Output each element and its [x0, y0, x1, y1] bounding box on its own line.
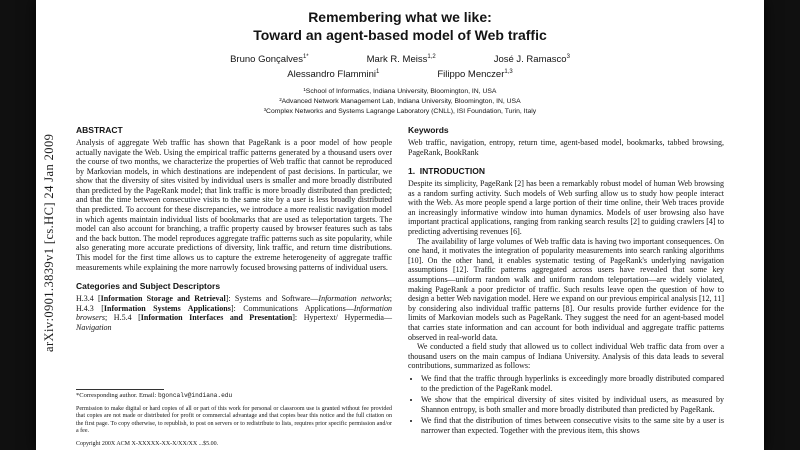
- categories-heading: Categories and Subject Descriptors: [76, 281, 221, 292]
- author-name-text: José J. Ramasco: [493, 54, 567, 66]
- author-name: [494, 54, 570, 65]
- page-footer-block: [76, 389, 392, 450]
- categories-segment: ]: Hypertext/ Hypermedia—: [292, 313, 392, 323]
- categories-segment: ]: Systems and Software—: [225, 294, 319, 304]
- contributions-list: [410, 374, 724, 436]
- paper-page: [36, 0, 764, 450]
- introduction-heading: 1. INTRODUCTION: [408, 166, 485, 177]
- author-name-text: Mark R. Meiss: [366, 54, 428, 66]
- paper-title-line1: Remembering what we like:: [308, 9, 492, 25]
- contribution-item: • We find that the traffic through hyperlinks is exceedingly more broadly distributed compared to the prediction of the PageRank model.: [421, 374, 724, 393]
- copyright-line: Copyright 200X ACM X-XXXXX-XX-X/XX/XX ...$5.00.: [76, 440, 219, 447]
- categories-segment: Information Interfaces and Presentation: [140, 313, 293, 323]
- left-column: [76, 125, 392, 450]
- author-superscript: 1*: [302, 54, 309, 61]
- two-column-body: [36, 125, 764, 450]
- author-row-2: [36, 69, 764, 80]
- contribution-item: • We show that the empirical diversity of sites visited by individual users, as measured by Shannon entropy, is both smaller and more broadly distributed than predicted by PageRank.: [421, 395, 724, 414]
- author-name-text: Alessandro Flammini: [287, 69, 376, 81]
- corresponding-author-footnote: [76, 392, 392, 399]
- affiliation-line: ³Complex Networks and Systems Lagrange Laboratory (CNLL), ISI Foundation, Turin, Italy: [263, 108, 537, 116]
- keywords-text: Web traffic, navigation, entropy, return time, agent-based model, bookmarks, tabbed browsing, PageRank, BookRank: [408, 137, 724, 157]
- author-name-text: Filippo Menczer: [437, 69, 505, 81]
- abstract-heading: ABSTRACT: [76, 124, 123, 135]
- author-name: [367, 54, 436, 65]
- permission-notice: Permission to make digital or hard copies of all or part of this work for personal or classroom use is granted without fee provided that copies are not made or distributed for profit or commercial advantage and that copies bear this notice and the full citation on the first page. To copy otherwise, to republish, to post on servers or to redistribute to lists, requires prior specific permission and/or a fee.: [76, 406, 392, 434]
- categories-segment: ; H.5.4 [: [105, 313, 141, 323]
- keywords-heading: Keywords: [408, 124, 449, 135]
- intro-paragraph-2: The availability of large volumes of Web traffic data is having two important consequences. On one hand, it motivates the integration of popularity measurements into search ranking algorithms [10]. On the other hand, it enables systematic testing of PageRank's underlying navigation assumptions [12]. Traffic patterns aggregated across users have revealed that some key assumptions—uniform random walk and uniform random teleportation—are widely violated, making PageRank a poor predictor of traffic. Such results leave open the question of how to design a better Web navigation model. Here we expand on our previous empirical analysis [12, 11] by considering also individual traffic patterns [8]. Our results provide further evidence for the limits of Markovian models such as PageRank. They suggest the need for an agent-based model that carries state information and can account for both individual and aggregate traffic patterns observed in real-world data.: [408, 236, 724, 342]
- paper-title-line2: Toward an agent-based model of Web traffic: [253, 27, 547, 44]
- affiliations-block: [36, 87, 764, 117]
- author-superscript: 1,2: [427, 54, 436, 61]
- paper-title: [36, 8, 764, 44]
- intro-paragraph-3: We conducted a field study that allowed us to collect individual Web traffic data from over a thousand users on the main campus of Indiana University. Analysis of this data leads to several contributions, summarized as follows:: [408, 342, 724, 371]
- categories-segment: Navigation: [76, 323, 112, 332]
- author-superscript: 3: [566, 54, 570, 61]
- categories-segment: Information browsers: [76, 303, 392, 323]
- categories-segment: ]: Communications Applications—: [230, 303, 354, 313]
- intro-paragraph-1: Despite its simplicity, PageRank [2] has been a remarkably robust model of human Web browsing as a random surfing activity. Such models of Web surfing allow us to study how people interact with the Web. As more people spend a large portion of their time online, their Web traces provide an increasingly informative window into human dynamics. Models of user browsing also have important practical applications, ranging from ranking search results [2] to guiding crawlers [4] to predicting advertising revenues [6].: [408, 179, 724, 237]
- categories-segment: Information networks: [318, 294, 390, 304]
- contribution-item: • We find that the distribution of times between consecutive visits to the same site by a user is narrower than expected. Together with the previous item, this shows: [421, 416, 724, 435]
- author-superscript: 1: [375, 69, 380, 76]
- arxiv-stamp: arXiv:0901.3839v1 [cs.HC] 24 Jan 2009: [42, 133, 56, 352]
- author-row-1: [36, 54, 764, 65]
- categories-segment: H.3.4 [: [76, 294, 101, 304]
- categories-segment: Information Systems Applications: [103, 303, 231, 313]
- abstract-text: Analysis of aggregate Web traffic has shown that PageRank is a poor model of how people actually navigate the Web. Using the empirical traffic patterns generated by a thousand users over the course of two months, we characterize the properties of Web traffic that cannot be reproduced by Markovian models, in which destinations are independent of past decisions. In particular, we show that the diversity of sites visited by individual users is smaller and more broadly distributed than predicted by the PageRank model; that link traffic is more broadly distributed than predicted; and that the time between consecutive visits to the same site by a user is less broadly distributed than predicted. To account for these discrepancies, we introduce a more realistic navigation model in which agents maintain individual lists of bookmarks that are used as teleportation targets. The model can also account for branching, a traffic property caused by browser features such as tabs and the back button. The model reproduces aggregate traffic patterns such as site popularity, while also generating more accurate predictions of diversity, link traffic, and return time distributions. This model for the first time allows us to capture the extreme heterogeneity of aggregate traffic measurements while explaining the more narrowly focused browsing patterns of individual users.: [76, 137, 392, 272]
- footnote-rule: [76, 389, 164, 390]
- categories-text: [76, 294, 392, 332]
- categories-segment: Information Storage and Retrieval: [100, 294, 226, 304]
- author-superscript: 1,3: [504, 69, 513, 76]
- author-name-text: Bruno Gonçalves: [230, 54, 303, 66]
- affiliation-line: ¹School of Informatics, Indiana University, Bloomington, IN, USA: [303, 88, 497, 96]
- categories-segment: ; H.4.3 [: [76, 294, 392, 313]
- author-name: [287, 69, 379, 80]
- footnote-text: *Corresponding author. Email:: [76, 392, 158, 400]
- footnote-email: bgoncalv@indiana.edu: [157, 392, 233, 400]
- right-column: [408, 125, 724, 450]
- author-name: [437, 69, 512, 80]
- affiliation-line: ²Advanced Network Management Lab, Indiana University, Bloomington, IN, USA: [279, 98, 521, 106]
- author-name: [230, 54, 309, 65]
